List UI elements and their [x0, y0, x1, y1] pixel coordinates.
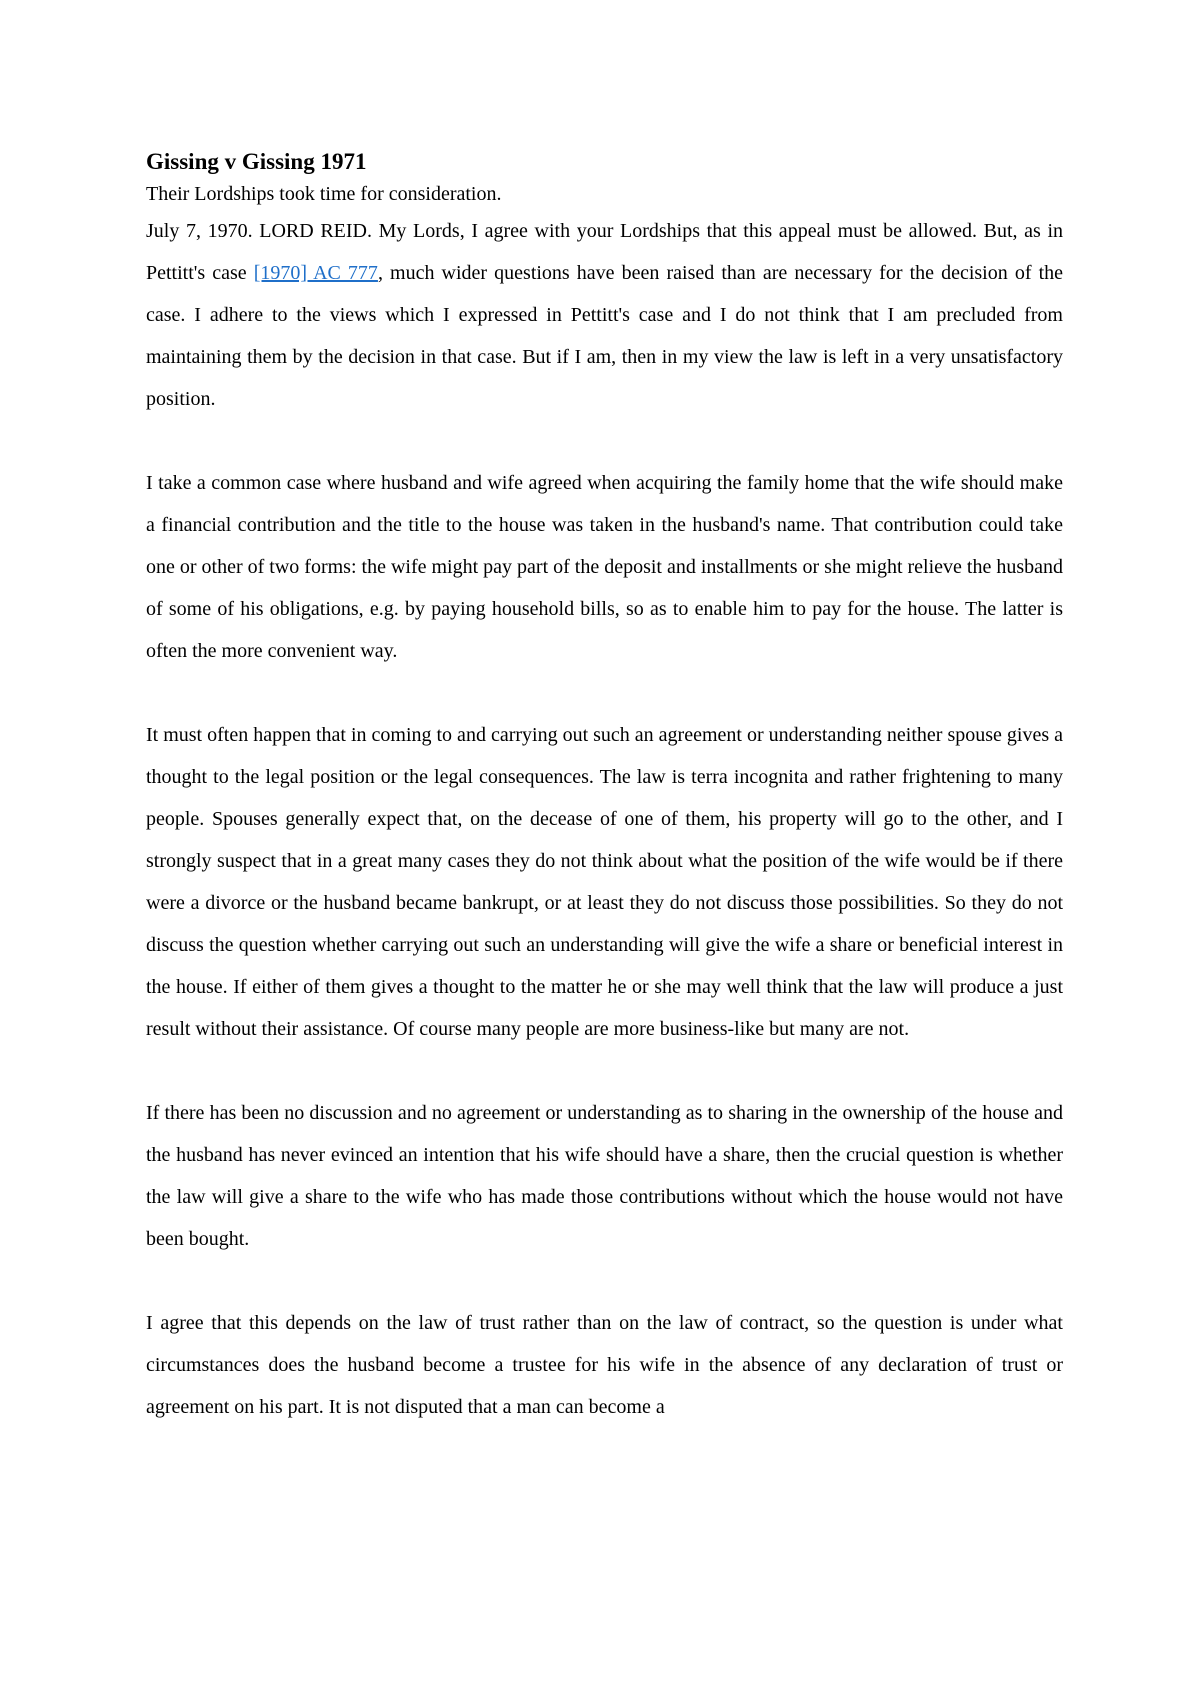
document-title: Gissing v Gissing 1971 [146, 149, 367, 174]
paragraph-1-text-before: July 7, 1970. LORD REID. My Lords, I agree with your Lordships that this appeal must be allowed. But, as in Pettitt's case [146, 220, 1063, 284]
paragraph-5: I agree that this depends on the law of trust rather than on the law of contract, so the question is under what circumstances does the husband become a trustee for his wife in the absence of any declaration of trust or agreement on his part. It is not disputed that a man can become a [146, 1312, 1063, 1418]
paragraph-1-text-after: , much wider questions have been raised than are necessary for the decision of the case. I adhere to the views which I expressed in Pettitt's case and I do not think that I am precluded from maintaining them by the decision in that case. But if I am, then in my view the law is left in a very unsatisfactory position. [146, 262, 1063, 410]
document-page [146, 146, 1063, 1428]
paragraph-4: If there has been no discussion and no agreement or understanding as to sharing in the ownership of the house and the husband has never evinced an intention that his wife should have a share, then the crucial question is whether the law will give a share to the wife who has made those contributions without which the house would not have been bought. [146, 1102, 1063, 1250]
document-subtitle: Their Lordships took time for consideration. [146, 183, 502, 205]
paragraph-1 [146, 210, 1063, 420]
citation-link[interactable]: [1970] AC 777 [253, 262, 378, 284]
paragraph-2: I take a common case where husband and wife agreed when acquiring the family home that the wife should make a financial contribution and the title to the house was taken in the husband's name. That contribution could take one or other of two forms: the wife might pay part of the deposit and installments or she might relieve the husband of some of his obligations, e.g. by paying household bills, so as to enable him to pay for the house. The latter is often the more convenient way. [146, 472, 1064, 662]
paragraph-3: It must often happen that in coming to and carrying out such an agreement or understanding neither spouse gives a thought to the legal position or the legal consequences. The law is terra incognita and rather frightening to many people. Spouses generally expect that, on the decease of one of them, his property will go to the other, and I strongly suspect that in a great many cases they do not think about what the position of the wife would be if there were a divorce or the husband became bankrupt, or at least they do not discuss those possibilities. So they do not discuss the question whether carrying out such an understanding will give the wife a share or beneficial interest in the house. If either of them gives a thought to the matter he or she may well think that the law will produce a just result without their assistance. Of course many people are more business-like but many are not. [146, 724, 1063, 1040]
